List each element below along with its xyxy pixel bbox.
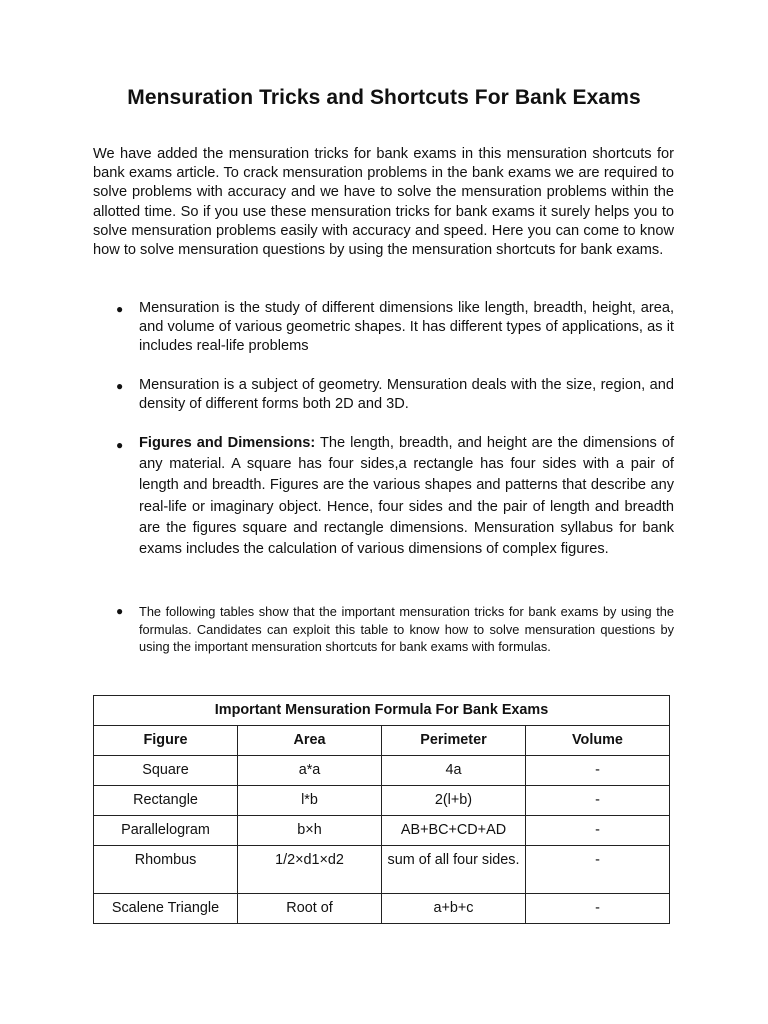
- table-cell: Parallelogram: [94, 816, 238, 846]
- bullet-item: [116, 376, 674, 414]
- table-row: [94, 894, 670, 924]
- column-header-area: Area: [238, 726, 382, 756]
- bullet-item: [116, 299, 674, 357]
- table-cell: -: [526, 756, 670, 786]
- table-cell: Scalene Triangle: [94, 894, 238, 924]
- table-header-row: [94, 726, 670, 756]
- table-cell: Root of: [238, 894, 382, 924]
- bullet-text: Mensuration is the study of different dimensions like length, breadth, height, area, and volume of various geometric shapes. It has different types of applications, as it includes real-life problems: [139, 300, 674, 355]
- table-cell: b×h: [238, 816, 382, 846]
- table-caption: Important Mensuration Formula For Bank Exams: [94, 696, 670, 726]
- table-cell: -: [526, 846, 670, 894]
- bullet-text: The length, breadth, and height are the dimensions of any material. A square has four sides,a rectangle has four sides with a pair of length and breadth. Figures are the various shapes and patterns that describe any real-life or imaginary object. Hence, four sides and the pair of length and breadth are the figures square and rectangle dimensions. Mensuration syllabus for bank exams includes the calculation of various dimensions of complex figures.: [139, 435, 674, 558]
- bullet-dot-icon: ●: [116, 302, 124, 316]
- table-cell: AB+BC+CD+AD: [382, 816, 526, 846]
- bullet-item: [116, 433, 674, 560]
- table-row: [94, 846, 670, 894]
- table-row: [94, 816, 670, 846]
- table-cell: Rhombus: [94, 846, 238, 894]
- table-cell: a+b+c: [382, 894, 526, 924]
- table-cell: 1/2×d1×d2: [238, 846, 382, 894]
- table-cell: sum of all four sides.: [382, 846, 526, 894]
- bullet-dot-icon: ●: [116, 604, 124, 618]
- table-cell: l*b: [238, 786, 382, 816]
- bullet-text: Mensuration is a subject of geometry. Mensuration deals with the size, region, and density of different forms both 2D and 3D.: [139, 377, 674, 413]
- page-title: Mensuration Tricks and Shortcuts For Bank Exams: [127, 86, 641, 109]
- column-header-volume: Volume: [526, 726, 670, 756]
- column-header-perimeter: Perimeter: [382, 726, 526, 756]
- table-cell: Square: [94, 756, 238, 786]
- table-cell: -: [526, 894, 670, 924]
- formula-table: [93, 695, 670, 924]
- table-cell: -: [526, 786, 670, 816]
- intro-paragraph: We have added the mensuration tricks for bank exams in this mensuration shortcuts for bank exams article. To crack mensuration problems in the bank exams we are required to solve problems with accuracy and we have to solve the mensuration problems within the allotted time. So if you use these mensuration tricks for bank exams it surely helps you to solve mensuration problems easily with accuracy and speed. Here you can come to know how to solve mensuration questions by using the mensuration shortcuts for bank exams.: [93, 146, 674, 259]
- table-row: [94, 756, 670, 786]
- table-cell: 4a: [382, 756, 526, 786]
- table-cell: Rectangle: [94, 786, 238, 816]
- bullet-item: [116, 603, 674, 656]
- column-header-figure: Figure: [94, 726, 238, 756]
- bullet-dot-icon: ●: [116, 438, 124, 452]
- table-cell: -: [526, 816, 670, 846]
- table-caption-row: [94, 696, 670, 726]
- bullet-bold-lead: Figures and Dimensions:: [139, 435, 316, 451]
- table-cell: 2(l+b): [382, 786, 526, 816]
- table-row: [94, 786, 670, 816]
- table-cell: a*a: [238, 756, 382, 786]
- bullet-dot-icon: ●: [116, 379, 124, 393]
- bullet-text: The following tables show that the important mensuration tricks for bank exams by using the formulas. Candidates can exploit this table to know how to solve mensuration questions by using the important mensuration shortcuts for bank exams with formulas.: [139, 604, 674, 655]
